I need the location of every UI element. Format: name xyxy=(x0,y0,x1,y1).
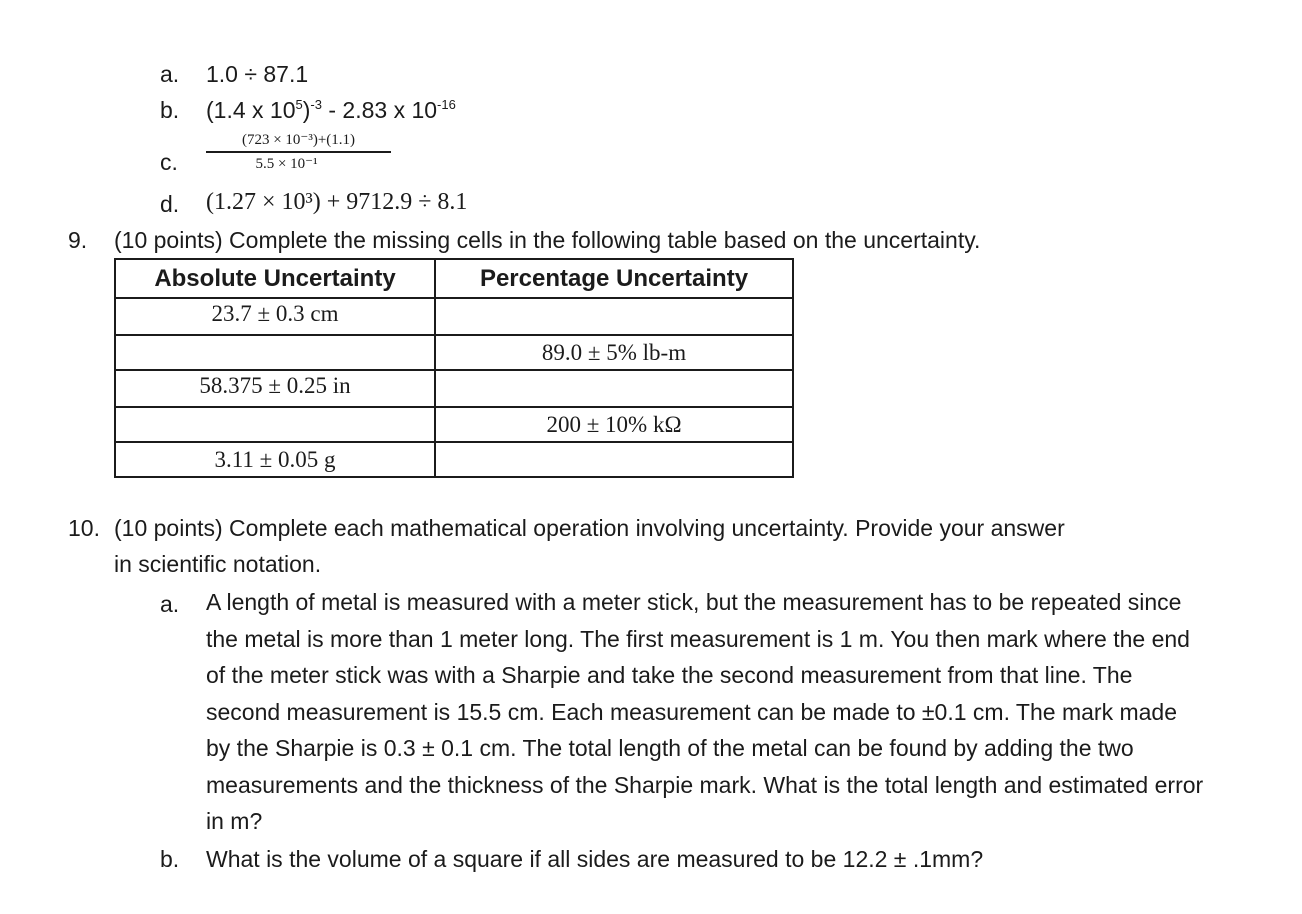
item-10a-text: A length of metal is measured with a meter stick, but the measurement has to be repeated since the metal is more than 1 meter long. The first measurement is 1 m. You then mark where the end of the meter stick was with a Sharpie and take the second measurement from that line. The second measurement is 15.5 cm. Each measurement can be made to ±0.1 cm. The mark made by the Sharpie is 0.3 ± 0.1 cm. The total length of the metal can be found by adding the two measurements and the thickness of the Sharpie mark. What is the total length and estimated error in m? xyxy=(206,589,1204,834)
cell-percentage: 89.0 ± 5% lb-m xyxy=(435,335,793,370)
cell-percentage-empty xyxy=(435,370,793,407)
cell-absolute-empty xyxy=(115,407,435,442)
cell-absolute: 58.375 ± 0.25 in xyxy=(115,370,435,407)
problem-10-text-line1: (10 points) Complete each mathematical operation involving uncertainty. Provide your answer xyxy=(114,515,1065,541)
fraction-numerator: (723 × 10⁻³)+(1.1) xyxy=(241,132,356,148)
cell-percentage-empty xyxy=(435,442,793,477)
cell-absolute-empty xyxy=(115,335,435,370)
table-row xyxy=(115,370,793,407)
problem-9-number: 9. xyxy=(68,227,88,253)
item-8a-expression: 1.0 ÷ 87.1 xyxy=(206,61,309,87)
item-10a-label: a. xyxy=(160,591,180,617)
item-8d-label: d. xyxy=(160,191,180,217)
item-10b-label: b. xyxy=(160,846,180,872)
item-8c-label: c. xyxy=(160,149,178,175)
table-row xyxy=(115,407,793,442)
header-absolute-uncertainty: Absolute Uncertainty xyxy=(115,259,435,298)
cell-absolute: 23.7 ± 0.3 cm xyxy=(115,298,435,335)
item-8d-expression: (1.27 × 10³) + 9712.9 ÷ 8.1 xyxy=(206,189,468,215)
problem-10-number: 10. xyxy=(68,515,100,541)
table-row xyxy=(115,442,793,477)
item-8a-label: a. xyxy=(160,61,180,87)
cell-absolute: 3.11 ± 0.05 g xyxy=(115,442,435,477)
table-row xyxy=(115,298,793,335)
fraction-denominator: 5.5 × 10⁻¹ xyxy=(255,156,318,172)
problem-9-text: (10 points) Complete the missing cells in the following table based on the uncertainty. xyxy=(114,227,981,253)
cell-percentage-empty xyxy=(435,298,793,335)
cell-percentage: 200 ± 10% kΩ xyxy=(435,407,793,442)
item-10b-text: What is the volume of a square if all sides are measured to be 12.2 ± .1mm? xyxy=(206,846,984,872)
problem-10-text-line2: in scientific notation. xyxy=(114,551,322,577)
header-percentage-uncertainty: Percentage Uncertainty xyxy=(435,259,793,298)
table-header-row xyxy=(115,259,793,298)
item-8b-expression: (1.4 x $10^5)^{-3} - 2.83$ x $10^{-16}$ xyxy=(206,97,456,123)
uncertainty-table xyxy=(114,258,794,478)
item-8b-label: b. xyxy=(160,97,180,123)
item-8c-fraction xyxy=(206,130,391,173)
fraction-bar xyxy=(206,151,391,153)
table-row xyxy=(115,335,793,370)
